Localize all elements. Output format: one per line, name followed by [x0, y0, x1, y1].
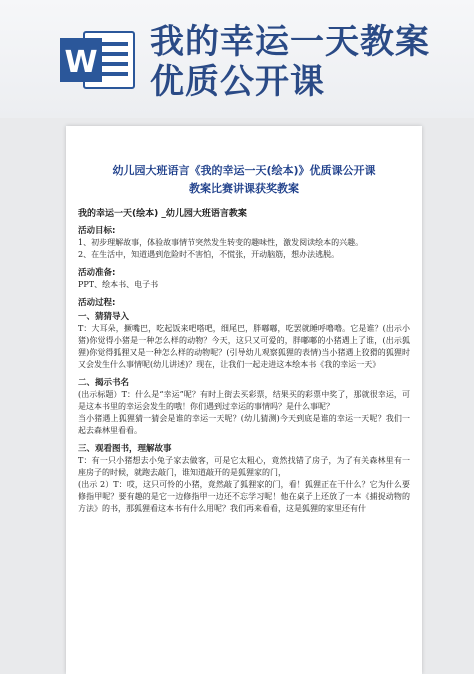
- word-logo-icon: [58, 30, 136, 90]
- goal-item: 1、初步理解故事，体验故事情节突然发生转变的趣味性，激发阅读绘本的兴趣。: [78, 238, 364, 247]
- prep-heading: 活动准备:: [78, 268, 116, 278]
- document-page: [66, 126, 422, 674]
- step1-heading: 一、猜猜导入: [78, 312, 130, 322]
- prep-section: [78, 267, 410, 291]
- goals-heading: 活动目标:: [78, 226, 116, 236]
- banner: [0, 0, 474, 118]
- step1-paragraph: T：大耳朵，撅嘴巴，吃起饭来吧嗒吧，细尾巴，胖嘟嘟，吃罢就睡呼噜噜。它是谁？(出示小猪)你觉得小猪是一种怎么样的动物？今天，这只又可爱的，胖嘟嘟的小猪遇上了谁，(出示狐狸)你觉得狐狸又是一种怎么样的动物呢？(引导幼儿观察狐狸的表情)当小猪遇上狡猾的狐狸时又会发生什么事情呢(幼儿讲述)？现在，让我们一起走进这本绘本书《我的幸运一天》: [78, 324, 410, 369]
- word-logo-letter: W: [64, 45, 98, 80]
- banner-title-line2: 优质公开课: [150, 62, 325, 102]
- step3-heading: 三、观看图书，理解故事: [78, 444, 172, 454]
- document-content: [78, 162, 410, 515]
- document-title-line2: 教案比赛讲课获奖教案: [189, 182, 299, 195]
- step2-paragraph: (出示标题）T：什么是“幸运”呢？有时上街去买彩票，结果买的彩票中奖了，那就很幸运，可是这本书里的幸运会发生的哦！你们遇到过幸运的事情吗？是什么事呢？: [78, 390, 410, 411]
- banner-title: [150, 22, 470, 102]
- process-section: [78, 297, 410, 515]
- step2-paragraph: 当小猪遇上狐狸猜一猜会是谁的幸运一天呢？(幼儿猜测)今天到底是谁的幸运一天呢？我们一起去森林里看看。: [78, 414, 410, 435]
- step3-paragraph: (出示 2）T：哎，这只可怜的小猪，竟然敲了狐狸家的门，看！狐狸正在干什么？它为什么要修指甲呢？要有趣的是它一边修指甲一边还不忘学习呢！他在桌子上还放了一本《捕捉动物的方法》的书，那狐狸看这本书有什么用呢？我们再来看看，这是狐狸的家里还有什: [78, 480, 410, 513]
- prep-text: PPT、绘本书、电子书: [78, 280, 159, 289]
- document-subtitle: 我的幸运一天(绘本) _幼儿园大班语言教案: [78, 209, 247, 219]
- goal-item: 2、在生活中，知道遇到危险时不害怕，不慌张，开动脑筋，想办法逃脱。: [78, 250, 340, 259]
- step2-heading: 二、揭示书名: [78, 378, 130, 388]
- document-title: [78, 162, 410, 198]
- process-heading: 活动过程:: [78, 298, 116, 308]
- goals-section: [78, 225, 410, 261]
- step3-paragraph: T：有一只小猪想去小兔子家去做客，可是它太粗心，竟然找错了房子，为了有关森林里有一座房子的时候，就跑去敲门，谁知道敲开的是狐狸家的门，: [78, 456, 410, 477]
- banner-title-line1: 我的幸运一天教案: [150, 22, 430, 62]
- document-title-line1: 幼儿园大班语言《我的幸运一天(绘本)》优质课公开课: [112, 164, 376, 177]
